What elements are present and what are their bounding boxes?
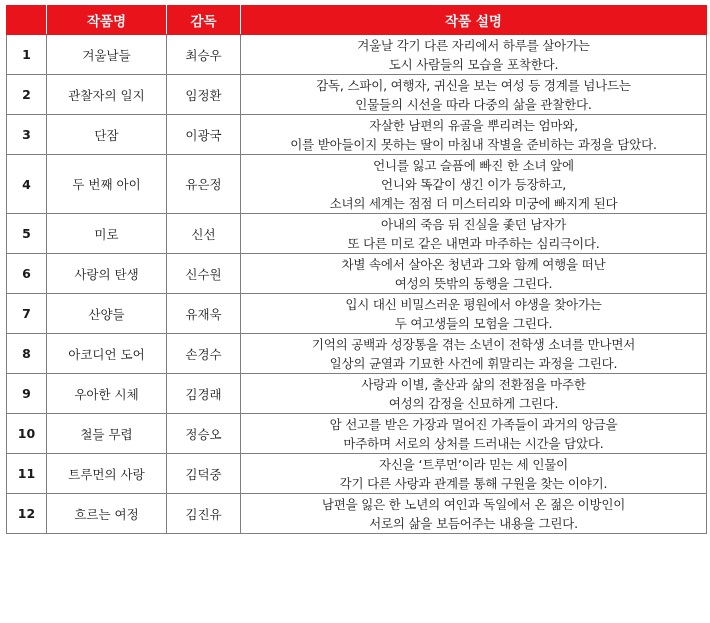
film-title: 아코디언 도어 [47, 334, 167, 374]
header-description: 작품 설명 [241, 6, 707, 35]
film-description [241, 155, 707, 214]
row-number: 8 [7, 334, 47, 374]
description-line: 차별 속에서 살아온 청년과 그와 함께 여행을 떠난 [341, 256, 606, 272]
description-line: 언니를 잃고 슬픔에 빠진 한 소녀 앞에 [373, 157, 574, 173]
description-line: 각기 다른 사랑과 관계를 통해 구원을 찾는 이야기. [339, 475, 608, 491]
film-director: 손경수 [167, 334, 241, 374]
description-line: 입시 대신 비밀스러운 평원에서 야생을 찾아가는 [345, 296, 602, 312]
description-line: 감독, 스파이, 여행자, 귀신을 보는 여성 등 경계를 넘나드는 [316, 77, 631, 93]
description-line: 자신을 ‘트루먼’이라 믿는 세 인물이 [379, 456, 568, 472]
header-no [7, 6, 47, 35]
table-row [7, 454, 707, 494]
film-description [241, 374, 707, 414]
row-number: 1 [7, 35, 47, 75]
description-line: 기억의 공백과 성장통을 겪는 소년이 전학생 소녀를 만나면서 [311, 336, 636, 352]
film-description [241, 294, 707, 334]
header-director: 감독 [167, 6, 241, 35]
film-title: 사랑의 탄생 [47, 254, 167, 294]
description-line: 자살한 남편의 유골을 뿌리려는 엄마와, [369, 117, 578, 133]
description-line: 두 여고생들의 모험을 그린다. [394, 315, 553, 331]
table-row [7, 115, 707, 155]
table-row [7, 294, 707, 334]
row-number: 6 [7, 254, 47, 294]
table-row [7, 155, 707, 214]
table-row [7, 334, 707, 374]
description-line: 도시 사람들의 모습을 포착한다. [388, 56, 559, 72]
row-number: 10 [7, 414, 47, 454]
film-director: 유은정 [167, 155, 241, 214]
film-title: 미로 [47, 214, 167, 254]
description-line: 사랑과 이별, 출산과 삶의 전환점을 마주한 [361, 376, 586, 392]
film-director: 이광국 [167, 115, 241, 155]
row-number: 11 [7, 454, 47, 494]
description-line: 여성의 감정을 신묘하게 그린다. [388, 395, 559, 411]
film-description [241, 494, 707, 534]
row-number: 9 [7, 374, 47, 414]
film-title: 트루먼의 사랑 [47, 454, 167, 494]
film-title: 관찰자의 일지 [47, 75, 167, 115]
row-number: 7 [7, 294, 47, 334]
description-line: 또 다른 미로 같은 내면과 마주하는 심리극이다. [347, 235, 600, 251]
film-title: 철들 무렵 [47, 414, 167, 454]
film-director: 김덕중 [167, 454, 241, 494]
description-line: 아내의 죽음 뒤 진실을 좇던 남자가 [380, 216, 567, 232]
row-number: 4 [7, 155, 47, 214]
film-description [241, 115, 707, 155]
film-director: 김진유 [167, 494, 241, 534]
film-director: 유재욱 [167, 294, 241, 334]
table-row [7, 214, 707, 254]
film-director: 신선 [167, 214, 241, 254]
table-row [7, 414, 707, 454]
film-description [241, 75, 707, 115]
row-number: 2 [7, 75, 47, 115]
film-title: 두 번째 아이 [47, 155, 167, 214]
film-description [241, 414, 707, 454]
table-row [7, 374, 707, 414]
row-number: 5 [7, 214, 47, 254]
film-director: 임정환 [167, 75, 241, 115]
header-row [7, 6, 707, 35]
row-number: 3 [7, 115, 47, 155]
description-line: 소녀의 세계는 점점 더 미스터리와 미궁에 빠지게 된다 [329, 195, 618, 211]
header-title: 작품명 [47, 6, 167, 35]
description-line: 일상의 균열과 기묘한 사건에 휘말리는 과정을 그린다. [329, 355, 618, 371]
description-line: 겨울날 각기 다른 자리에서 하루를 살아가는 [357, 37, 590, 53]
film-description [241, 214, 707, 254]
description-line: 남편을 잃은 한 노년의 여인과 독일에서 온 젊은 이방인이 [321, 496, 626, 512]
film-title: 흐르는 여정 [47, 494, 167, 534]
film-title: 겨울날들 [47, 35, 167, 75]
film-description [241, 254, 707, 294]
film-director: 정승오 [167, 414, 241, 454]
description-line: 언니와 똑같이 생긴 이가 등장하고, [380, 176, 567, 192]
table-row [7, 75, 707, 115]
description-line: 이를 받아들이지 못하는 딸이 마침내 작별을 준비하는 과정을 담았다. [290, 136, 657, 152]
film-title: 산양들 [47, 294, 167, 334]
description-line: 여성의 뜻밖의 동행을 그린다. [394, 275, 553, 291]
table-row [7, 494, 707, 534]
film-description [241, 334, 707, 374]
description-line: 서로의 삶을 보듬어주는 내용을 그린다. [369, 515, 578, 531]
film-director: 김경래 [167, 374, 241, 414]
film-title: 단잠 [47, 115, 167, 155]
film-description [241, 454, 707, 494]
description-line: 인물들의 시선을 따라 다중의 삶을 관찰한다. [355, 96, 592, 112]
film-director: 신수원 [167, 254, 241, 294]
table-row [7, 35, 707, 75]
film-description [241, 35, 707, 75]
table-row [7, 254, 707, 294]
description-line: 암 선고를 받은 가장과 멀어진 가족들이 과거의 앙금을 [329, 416, 618, 432]
description-line: 마주하며 서로의 상처를 드러내는 시간을 담았다. [343, 435, 604, 451]
films-table [6, 5, 707, 534]
film-director: 최승우 [167, 35, 241, 75]
film-title: 우아한 시체 [47, 374, 167, 414]
row-number: 12 [7, 494, 47, 534]
